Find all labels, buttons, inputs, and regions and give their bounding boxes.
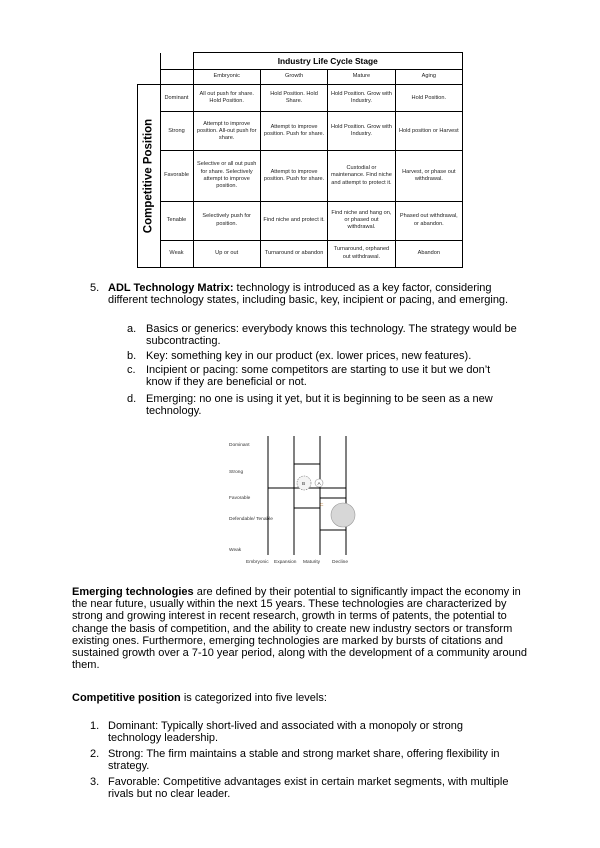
matrix-cell: All out push for share. Hold Position. — [193, 85, 260, 112]
list-item: Incipient or pacing: some competitors are starting to use it but we don’t know if they are beneficial or not. — [146, 364, 491, 389]
x-axis-label: Decline — [332, 560, 348, 565]
matrix-cell: Phased out withdrawal, or abandon. — [395, 201, 462, 240]
axis-label-text: Competitive Position — [142, 118, 155, 234]
y-axis-label: Favorable — [229, 496, 251, 501]
stage-header: Mature — [328, 70, 395, 85]
matrix-cell: Custodial or maintenance. Find niche and attempt to protect it. — [328, 151, 395, 201]
matrix-cell: Up or out — [193, 240, 260, 268]
list-item: Basics or generics: everybody knows this technology. The strategy would be subcontracting. — [146, 323, 517, 348]
industry-life-cycle-matrix — [137, 52, 463, 268]
y-axis-label: Defendable/ Tenable — [229, 517, 273, 522]
adl-technology-text: technology is introduced as a key factor, considering different technology states, including basic, key, incipient or pacing, and emerging. — [108, 282, 509, 307]
matrix-table — [137, 52, 463, 268]
mark-label: A — [317, 482, 321, 487]
row-label: Weak — [160, 240, 193, 268]
matrix-stage-title: Industry Life Cycle Stage — [193, 53, 463, 70]
matrix-cell: Turnaround or abandon — [260, 240, 327, 268]
adl-technology-paragraph — [108, 282, 518, 306]
row-label: Tenable — [160, 201, 193, 240]
x-axis-label: Expansion — [274, 560, 297, 565]
list-item: Key: something key in our product (ex. lower prices, new features). — [146, 350, 472, 362]
mark-label: C — [320, 503, 324, 508]
list-item: Favorable: Competitive advantages exist in certain market segments, with multiple rivals but no clear leader. — [108, 776, 509, 801]
matrix-cell: Selectively push for position. — [193, 201, 260, 240]
x-axis-label: Embryonic — [246, 560, 269, 565]
list-marker: c. — [127, 364, 136, 376]
matrix-cell: Hold position or Harvest — [395, 112, 462, 151]
competitive-position-axis-label — [138, 85, 161, 268]
x-axis-label: Maturity — [303, 560, 321, 565]
matrix-cell: Attempt to improve position. All-out push for share. — [193, 112, 260, 151]
y-axis-label: Strong — [229, 470, 244, 475]
competitive-position-lead: Competitive position — [72, 692, 181, 704]
technology-c-circle — [331, 503, 355, 527]
technology-position-diagram — [218, 433, 388, 568]
matrix-cell: Selective or all out push for share. Selectively attempt to improve position. — [193, 151, 260, 201]
competitive-position-paragraph — [72, 692, 528, 704]
row-label: Dominant — [160, 85, 193, 112]
matrix-cell: Abandon — [395, 240, 462, 268]
mark-label: B — [302, 482, 306, 487]
list-item: Emerging: no one is using it yet, but it is beginning to be seen as a new technology. — [146, 393, 493, 418]
emerging-technologies-lead: Emerging technologies — [72, 586, 194, 598]
row-label: Strong — [160, 112, 193, 151]
matrix-cell: Find niche and protect it. — [260, 201, 327, 240]
emerging-technologies-text: are defined by their potential to significantly impact the economy in the near future, usually within the next 15 years. These technologies are characterized by strong and growing interest in recent research, growth in terms of patents, the potential to change the basis of competition, and the ability to create new industry sectors or transform existing ones. Furthermore, emerging technologies are marked by bursts of citations and sustained growth over a 7-10 year period, along with the development of a community around them. — [72, 586, 527, 672]
stage-header: Embryonic — [193, 70, 260, 85]
matrix-cell: Hold Position. — [395, 85, 462, 112]
matrix-cell: Hold Position. Grow with Industry. — [328, 112, 395, 151]
list-item: Strong: The firm maintains a stable and strong market share, offering flexibility in strategy. — [108, 748, 500, 773]
list-marker: a. — [127, 323, 137, 335]
list-item: Dominant: Typically short-lived and associated with a monopoly or strong technology leadership. — [108, 720, 464, 745]
matrix-cell: Find niche and hang on, or phased out withdrawal. — [328, 201, 395, 240]
list-marker: b. — [127, 350, 137, 362]
matrix-cell: Hold Position. Hold Share. — [260, 85, 327, 112]
matrix-cell: Turnaround, orphaned out withdrawal. — [328, 240, 395, 268]
matrix-cell: Attempt to improve position. Push for share. — [260, 112, 327, 151]
y-axis-label: Weak — [229, 548, 242, 553]
competitive-position-text: is categorized into five levels: — [180, 692, 327, 704]
adl-technology-title: ADL Technology Matrix: — [108, 282, 234, 294]
list-marker: 3. — [90, 776, 100, 788]
list-marker: d. — [127, 393, 137, 405]
list-number: 5. — [90, 282, 100, 294]
matrix-cell: Hold Position. Grow with Industry. — [328, 85, 395, 112]
list-marker: 2. — [90, 748, 100, 760]
stage-header: Aging — [395, 70, 462, 85]
emerging-technologies-paragraph — [72, 586, 528, 671]
matrix-cell: Attempt to improve position. Push for share. — [260, 151, 327, 201]
stage-header: Growth — [260, 70, 327, 85]
row-label: Favorable — [160, 151, 193, 201]
matrix-cell: Harvest, or phase out withdrawal. — [395, 151, 462, 201]
y-axis-label: Dominant — [229, 443, 250, 448]
list-marker: 1. — [90, 720, 100, 732]
diagram-svg — [218, 433, 388, 568]
